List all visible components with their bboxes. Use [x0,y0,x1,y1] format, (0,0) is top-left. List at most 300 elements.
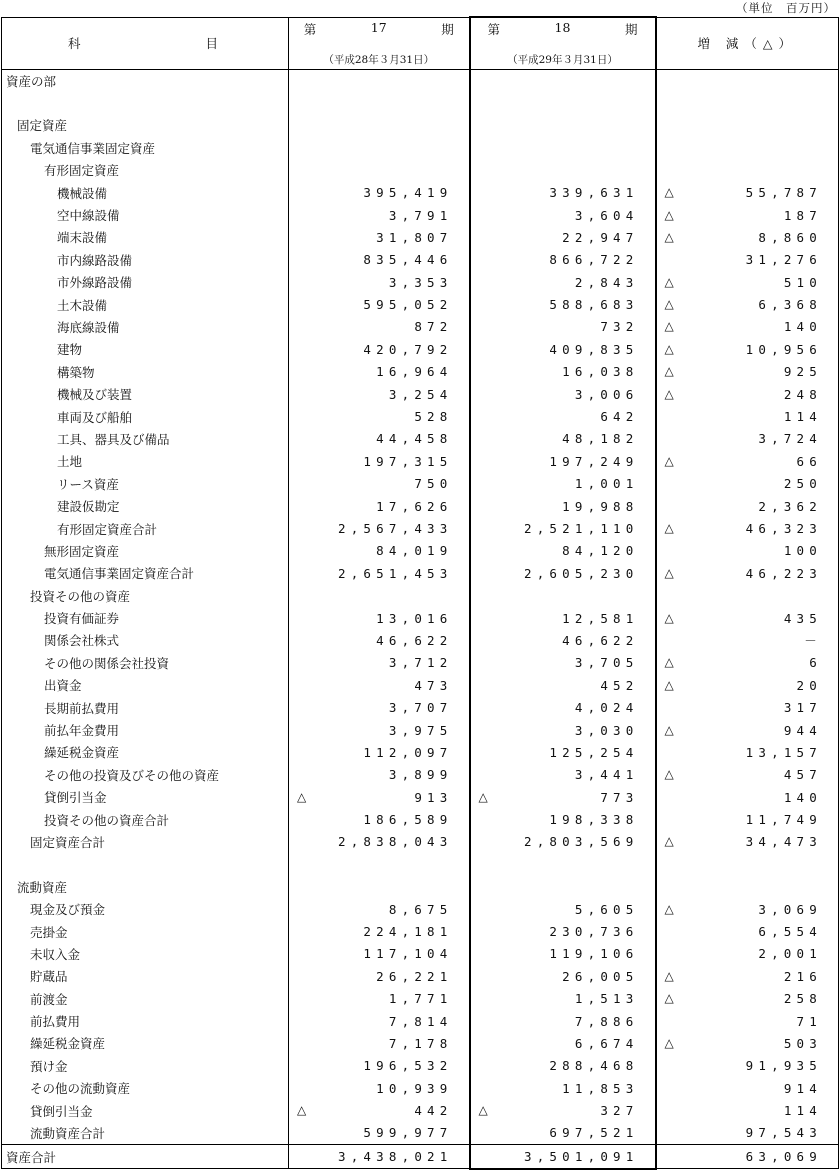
value-period-17 [289,943,470,965]
value-change [656,741,839,763]
cell-value: 8,860 [758,229,822,245]
value-change [656,943,839,965]
value-change [656,988,839,1010]
total-v17: 3,438,021 [289,1144,470,1169]
cell-value: 197,315 [363,453,453,469]
cell-value: 5,605 [574,901,639,917]
value-period-17 [289,786,470,808]
cell-value: 3,353 [388,274,453,290]
cell-value: 55,787 [745,185,822,201]
negative-mark: △ [664,610,674,625]
row-label: 貸倒引当金 [2,786,289,808]
table-row [2,338,839,360]
row-label: その他の関係会社投資 [2,652,289,674]
value-period-17 [289,562,470,584]
table-row [2,114,839,136]
cell-value: 2,843 [574,274,639,290]
negative-mark: △ [664,991,674,1006]
value-period-17 [289,1032,470,1054]
cell-value: 250 [783,476,822,492]
negative-mark: △ [664,565,674,580]
spacer-cell [289,92,470,114]
row-label: 固定資産 [2,114,289,136]
row-label: 前払年金費用 [2,719,289,741]
header-change-label: 増 減（△） [697,36,798,52]
table-row [2,629,839,651]
cell-value: 872 [414,319,453,335]
cell-value: 3,791 [388,207,453,223]
value-change [656,562,839,584]
value-change [656,249,839,271]
value-change [656,629,839,651]
table-row [2,876,839,898]
value-change [656,70,839,92]
cell-value: 13,157 [745,744,822,760]
table-row [2,741,839,763]
negative-mark: △ [664,1035,674,1050]
table-row [2,428,839,450]
value-period-18 [470,943,656,965]
row-label: 資産の部 [2,70,289,92]
value-change [656,920,839,942]
value-period-18 [470,473,656,495]
value-change [656,540,839,562]
value-change [656,1077,839,1099]
value-period-18 [470,898,656,920]
value-change [656,876,839,898]
negative-mark: △ [664,364,674,379]
cell-value: 3,069 [758,901,822,917]
cell-value: 1,513 [574,991,639,1007]
value-period-17 [289,181,470,203]
value-change [656,316,839,338]
value-period-18 [470,1055,656,1077]
cell-value: 48,182 [562,431,639,447]
row-label: 前払費用 [2,1010,289,1032]
cell-value: 3,441 [574,767,639,783]
cell-value: 3,604 [574,207,639,223]
negative-mark: △ [664,901,674,916]
value-period-17 [289,383,470,405]
cell-value: 97,543 [745,1125,822,1141]
value-period-18 [470,114,656,136]
header-p17-date: （平成28年３月31日） [323,53,435,66]
header-subject-left: 科 [68,36,83,52]
cell-value: 595,052 [363,297,453,313]
negative-mark: △ [297,1103,307,1118]
value-change [656,181,839,203]
cell-value: 3,006 [574,386,639,402]
row-label: 投資その他の資産合計 [2,808,289,830]
value-change [656,764,839,786]
value-period-18 [470,181,656,203]
cell-value: 6,368 [758,297,822,313]
value-period-17 [289,338,470,360]
total-v18: 3,501,091 [470,1144,656,1169]
cell-value: 46,323 [745,521,822,536]
negative-mark: △ [478,1103,488,1118]
table-row [2,383,839,405]
spacer-cell [656,92,839,114]
value-period-18 [470,159,656,181]
negative-mark: △ [664,453,674,468]
value-period-18 [470,629,656,651]
cell-value: 114 [783,1103,822,1119]
value-change [656,719,839,741]
value-period-17 [289,920,470,942]
value-period-18 [470,338,656,360]
value-change [656,383,839,405]
table-row [2,249,839,271]
row-label: 無形固定資産 [2,540,289,562]
value-change [656,786,839,808]
cell-value: 186,589 [363,812,453,828]
cell-value: 1,771 [388,991,453,1007]
cell-value: 3,899 [388,767,453,783]
cell-value: 2,838,043 [337,834,453,850]
row-label: 市外線路設備 [2,271,289,293]
cell-value: 20 [796,677,822,693]
cell-value: 91,935 [745,1058,822,1074]
header-p18-num: 18 [554,20,571,35]
row-label: 空中線設備 [2,204,289,226]
cell-value: 473 [414,677,453,693]
table-row [2,70,839,92]
cell-value: 140 [783,789,822,805]
table-row [2,808,839,830]
cell-value: 16,964 [376,364,453,380]
cell-value: 510 [783,274,822,290]
total-change: 63,069 [656,1144,839,1169]
row-label: 繰延税金資産 [2,1032,289,1054]
value-change [656,271,839,293]
value-period-17 [289,271,470,293]
value-period-18 [470,137,656,159]
value-period-18 [470,540,656,562]
value-period-17 [289,607,470,629]
total-row [2,1144,839,1169]
table-row [2,1099,839,1121]
value-change [656,584,839,606]
negative-mark: △ [664,655,674,670]
header-period-17 [289,17,470,70]
cell-value: 503 [783,1035,822,1051]
table-row [2,517,839,539]
value-period-18 [470,831,656,853]
value-period-17 [289,249,470,271]
cell-value: 3,724 [758,431,822,447]
value-period-18 [470,764,656,786]
value-period-17 [289,898,470,920]
cell-value: 2,567,433 [337,521,453,536]
value-period-17 [289,517,470,539]
table-row [2,473,839,495]
negative-mark: △ [664,341,674,356]
table-row [2,1055,839,1077]
value-change [656,293,839,315]
cell-value: 697,521 [549,1125,639,1141]
negative-mark: △ [664,521,674,535]
cell-value: 528 [414,409,453,425]
negative-mark: △ [478,789,488,804]
cell-value: 198,338 [549,812,639,828]
table-row [2,607,839,629]
cell-value: 216 [783,968,822,984]
cell-value: 452 [600,677,639,693]
table-row [2,405,839,427]
cell-value: 140 [783,319,822,335]
cell-value: 2,605,230 [523,565,639,581]
value-period-18 [470,562,656,584]
cell-value: 317 [783,700,822,716]
table-row [2,988,839,1010]
row-label: 車両及び船舶 [2,405,289,427]
table-row [2,540,839,562]
header-p17-right: 期 [441,21,454,37]
value-period-17 [289,965,470,987]
value-change [656,361,839,383]
cell-value: 10,956 [745,341,822,357]
cell-value: 599,977 [363,1125,453,1141]
table-row [2,1010,839,1032]
cell-value: 46,622 [376,632,453,648]
negative-mark: △ [664,386,674,401]
row-label: 出資金 [2,674,289,696]
spacer-cell [470,92,656,114]
row-label: 貯蔵品 [2,965,289,987]
cell-value: 12,581 [562,610,639,626]
value-change [656,495,839,517]
value-change [656,473,839,495]
table-row [2,943,839,965]
value-period-17 [289,137,470,159]
cell-value: 117,104 [363,946,453,962]
cell-value: － [804,633,822,649]
value-period-18 [470,741,656,763]
spacer-cell [2,92,289,114]
cell-value: 732 [600,319,639,335]
row-label: 電気通信事業固定資産 [2,137,289,159]
value-change [656,1055,839,1077]
cell-value: 22,947 [562,229,639,245]
row-label: 工具、器具及び備品 [2,428,289,450]
negative-mark: △ [664,274,674,289]
value-change [656,338,839,360]
table-row [2,965,839,987]
value-period-17 [289,696,470,718]
value-period-17 [289,831,470,853]
table-row [2,719,839,741]
value-period-17 [289,540,470,562]
cell-value: 11,749 [745,812,822,828]
table-row [2,226,839,248]
row-label: 長期前払費用 [2,696,289,718]
value-period-17 [289,1010,470,1032]
cell-value: 187 [783,207,822,223]
row-label: 預け金 [2,1055,289,1077]
cell-value: 1,001 [574,476,639,492]
value-period-18 [470,674,656,696]
value-period-17 [289,450,470,472]
cell-value: 11,853 [562,1080,639,1096]
table-row [2,831,839,853]
row-label: 土木設備 [2,293,289,315]
cell-value: 2,803,569 [523,834,639,850]
value-period-18 [470,271,656,293]
value-change [656,674,839,696]
value-change [656,204,839,226]
cell-value: 84,019 [376,543,453,559]
cell-value: 773 [600,789,639,805]
header-p17-num: 17 [370,19,387,35]
spacer-cell [2,853,289,875]
table-row [2,898,839,920]
cell-value: 230,736 [549,924,639,940]
value-change [656,226,839,248]
row-label: 前渡金 [2,988,289,1010]
row-label: 市内線路設備 [2,249,289,271]
value-period-17 [289,428,470,450]
cell-value: 197,249 [549,453,639,469]
cell-value: 3,030 [574,722,639,738]
negative-mark: △ [664,834,674,849]
table-row [2,786,839,808]
header-period-18 [470,17,656,70]
value-period-17 [289,719,470,741]
value-period-18 [470,652,656,674]
cell-value: 835,446 [363,252,453,268]
cell-value: 7,178 [388,1035,453,1051]
value-change [656,696,839,718]
cell-value: 10,939 [376,1080,453,1096]
value-period-17 [289,495,470,517]
value-period-17 [289,226,470,248]
header-subject [2,17,289,70]
cell-value: 7,814 [388,1013,453,1029]
cell-value: 31,807 [376,229,453,245]
value-period-18 [470,1032,656,1054]
value-period-18 [470,316,656,338]
value-period-18 [470,808,656,830]
cell-value: 944 [783,722,822,738]
cell-value: 588,683 [549,297,639,313]
cell-value: 224,181 [363,924,453,940]
value-period-17 [289,159,470,181]
cell-value: 3,705 [574,655,639,671]
value-change [656,137,839,159]
value-period-17 [289,876,470,898]
row-label: 機械設備 [2,181,289,203]
header-change [656,17,839,70]
row-label: 未収入金 [2,943,289,965]
cell-value: 2,001 [758,946,822,962]
value-period-18 [470,1010,656,1032]
spacer-row [2,92,839,114]
table-row [2,1077,839,1099]
cell-value: 8,675 [388,901,453,917]
negative-mark: △ [664,185,674,200]
value-change [656,1010,839,1032]
cell-value: 3,707 [388,700,453,716]
cell-value: 6,554 [758,924,822,940]
cell-value: 3,975 [388,722,453,738]
value-change [656,607,839,629]
table-row [2,652,839,674]
value-period-17 [289,629,470,651]
value-period-17 [289,405,470,427]
cell-value: 248 [783,386,822,402]
cell-value: 13,016 [376,610,453,626]
value-change [656,808,839,830]
table-header-row [2,17,839,70]
value-change [656,898,839,920]
value-period-17 [289,316,470,338]
negative-mark: △ [297,789,307,804]
table-row [2,159,839,181]
row-label: 現金及び預金 [2,898,289,920]
value-period-18 [470,1099,656,1121]
cell-value: 409,835 [549,341,639,357]
table-row [2,181,839,203]
value-period-18 [470,876,656,898]
value-period-18 [470,383,656,405]
row-label: その他の流動資産 [2,1077,289,1099]
table-row [2,1032,839,1054]
cell-value: 44,458 [376,431,453,447]
cell-value: 196,532 [363,1058,453,1074]
cell-value: 925 [783,364,822,380]
header-p18-left: 第 [487,22,501,37]
header-subject-right: 目 [205,36,220,52]
negative-mark: △ [664,677,674,692]
row-label: その他の投資及びその他の資産 [2,764,289,786]
cell-value: 125,254 [549,744,639,760]
value-period-18 [470,70,656,92]
value-change [656,831,839,853]
cell-value: 26,005 [562,968,639,984]
table-row [2,764,839,786]
value-change [656,114,839,136]
value-change [656,428,839,450]
value-period-17 [289,70,470,92]
cell-value: 457 [783,767,822,783]
value-period-18 [470,965,656,987]
value-period-17 [289,473,470,495]
table-row [2,584,839,606]
value-change [656,159,839,181]
value-period-17 [289,1077,470,1099]
value-period-17 [289,1055,470,1077]
value-period-17 [289,764,470,786]
value-change [656,965,839,987]
table-row [2,562,839,584]
value-period-18 [470,517,656,539]
value-period-17 [289,114,470,136]
table-row [2,271,839,293]
value-period-18 [470,607,656,629]
negative-mark: △ [664,297,674,312]
row-label: 構築物 [2,361,289,383]
row-label: 端末設備 [2,226,289,248]
row-label: 関係会社株式 [2,629,289,651]
negative-mark: △ [664,229,674,244]
value-period-18 [470,361,656,383]
value-change [656,450,839,472]
row-label: 建設仮勘定 [2,495,289,517]
cell-value: 395,419 [363,185,453,201]
row-label: 土地 [2,450,289,472]
negative-mark: △ [664,767,674,782]
